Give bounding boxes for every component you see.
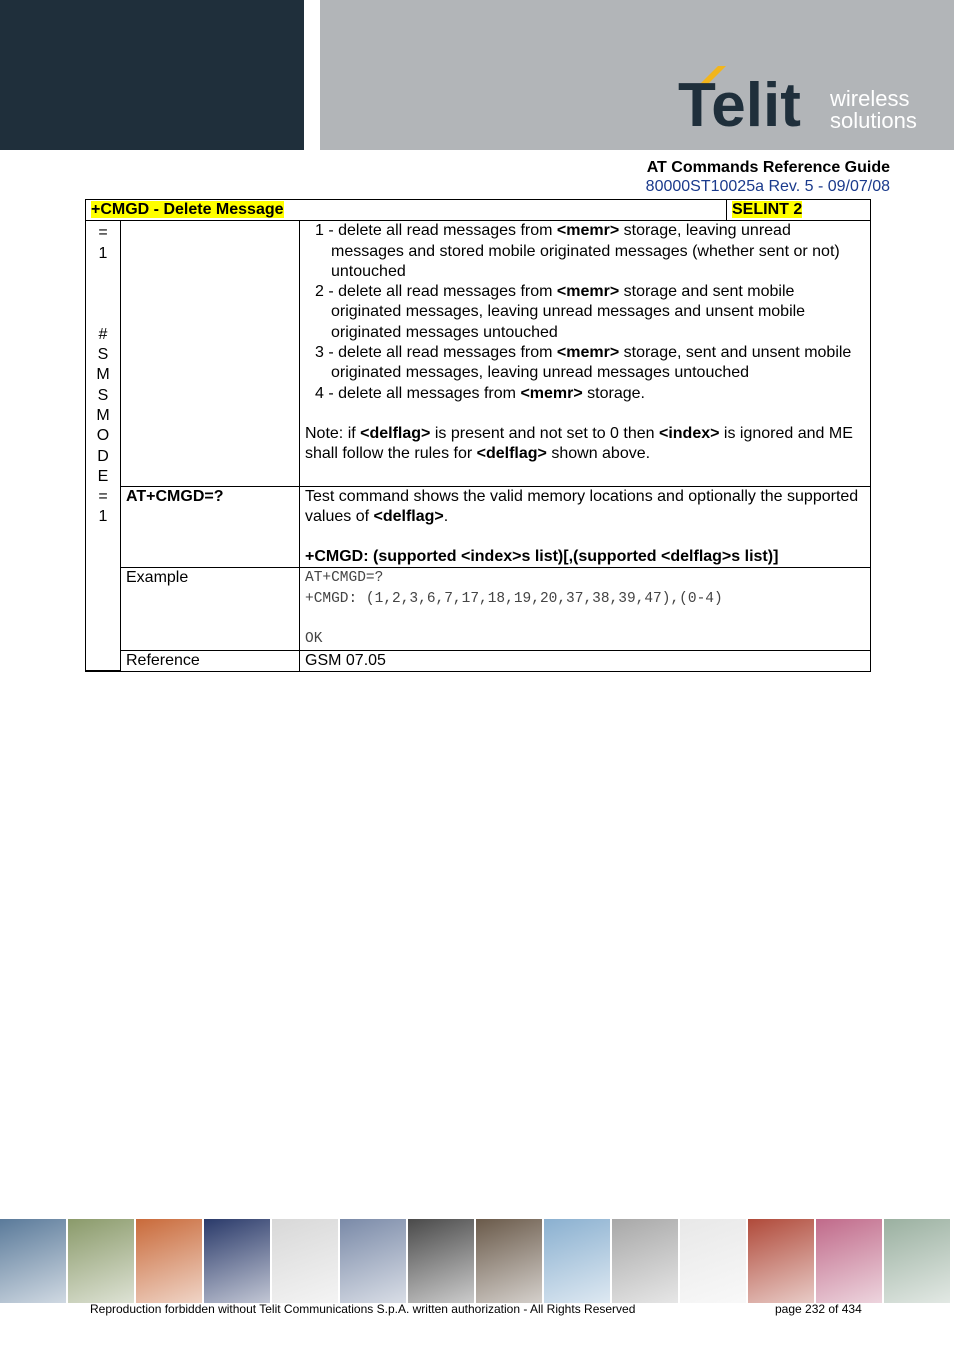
- telit-logo: [678, 48, 938, 134]
- example-row: [86, 568, 871, 650]
- header-dark-block: [0, 0, 304, 150]
- list-item: 3 - delete all read messages from <memr> storage, sent and unsent mobile originated messages, leaving unread messages untouched: [315, 344, 852, 382]
- command-title: +CMGD - Delete Message: [91, 201, 284, 218]
- modes-row: [86, 221, 871, 486]
- delflag-list: [305, 221, 865, 404]
- footer-photo-strip: [0, 1219, 954, 1303]
- list-item: 2 - delete all read messages from <memr> storage and sent mobile originated messages, leaving unread messages and unsent mobile originated messages untouched: [315, 283, 806, 341]
- footer-photo-tile: [68, 1219, 134, 1303]
- footer-photo-tile: [204, 1219, 270, 1303]
- list-item: 1 - delete all read messages from <memr> storage, leaving unread messages and stored mobile originated messages (whether sent or not) untouched: [315, 222, 840, 280]
- footer-photo-tile: [544, 1219, 610, 1303]
- reference-value: GSM 07.05: [300, 650, 871, 671]
- test-command-row: [86, 486, 871, 568]
- modes-label-cell: [121, 221, 300, 486]
- footer-photo-tile: [816, 1219, 882, 1303]
- footer-photo-tile: [136, 1219, 202, 1303]
- test-response: +CMGD: (supported <index>s list)[,(supported <delflag>s list)]: [305, 548, 779, 566]
- footer-photo-tile: [408, 1219, 474, 1303]
- selint-cell: [727, 200, 871, 221]
- command-table: [85, 199, 871, 672]
- table-title-row: [86, 200, 871, 221]
- footer-photo-tile: [748, 1219, 814, 1303]
- svg-text:solutions: solutions: [830, 108, 917, 133]
- footer-photo-tile: [340, 1219, 406, 1303]
- svg-text:Telit: Telit: [678, 71, 801, 134]
- list-item: 4 - delete all messages from <memr> storage.: [315, 384, 645, 402]
- title-cell: [86, 200, 727, 221]
- test-command-description: Test command shows the valid memory locations and optionally the supported values of <delflag>. +CMGD: (supported <index>s list)[,(supported <delflag>s list)]: [300, 486, 871, 568]
- svg-text:wireless: wireless: [830, 86, 910, 111]
- footer-photo-tile: [476, 1219, 542, 1303]
- footer-photo-tile: [612, 1219, 678, 1303]
- example-label: Example: [121, 568, 300, 650]
- page-number: page 232 of 434: [775, 1302, 862, 1316]
- footer-photo-tile: [680, 1219, 746, 1303]
- modes-description: [300, 221, 871, 486]
- example-code: AT+CMGD=? +CMGD: (1,2,3,6,7,17,18,19,20,37,38,39,47),(0-4) OK: [300, 568, 871, 650]
- footer-photo-tile: [272, 1219, 338, 1303]
- test-command-label: AT+CMGD=?: [121, 486, 300, 568]
- reference-label: Reference: [121, 650, 300, 671]
- selint-badge: SELINT 2: [732, 201, 803, 218]
- copyright-notice: Reproduction forbidden without Telit Communications S.p.A. written authorization - All Rights Reserved: [90, 1302, 636, 1316]
- reference-row: [86, 650, 871, 671]
- side-mode-label: = 1 # S M S M O D E = 1: [86, 221, 121, 672]
- footer-photo-tile: [884, 1219, 950, 1303]
- footer-photo-tile: [0, 1219, 66, 1303]
- guide-revision: 80000ST10025a Rev. 5 - 09/07/08: [645, 178, 890, 195]
- note-paragraph: Note: if <delflag> is present and not set to 0 then <index> is ignored and ME shall follow the rules for <delflag> shown above.: [305, 424, 853, 463]
- guide-title: AT Commands Reference Guide: [646, 159, 890, 176]
